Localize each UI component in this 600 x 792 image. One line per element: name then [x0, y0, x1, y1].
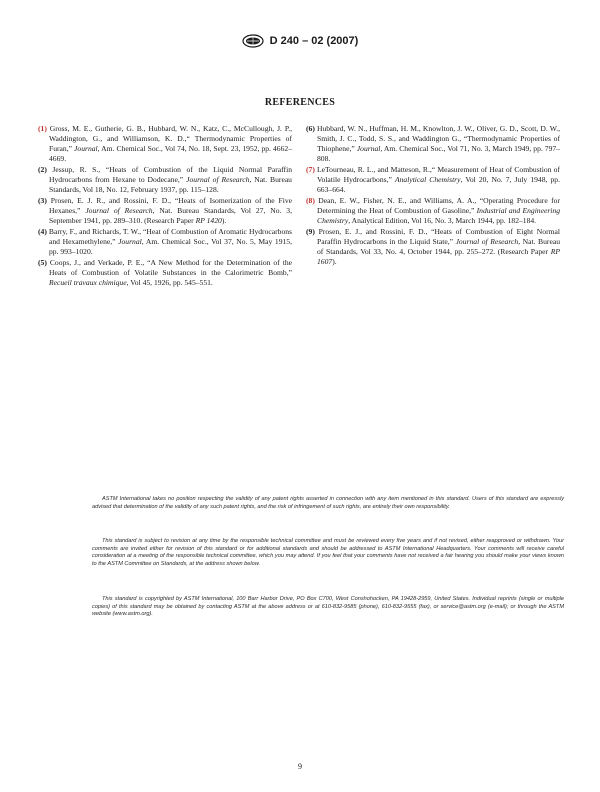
reference-text: Prosen, E. J. R., and Rossini, F. D., “Heats of Isomerization of the Five Hexanes,”	[46, 195, 292, 215]
reference-number-link[interactable]: (8)	[306, 195, 315, 205]
reference-number-link[interactable]: (4)	[38, 226, 47, 236]
references-left-column	[38, 124, 292, 288]
reference-text: Journal	[74, 144, 98, 154]
reference-text: Journal of Research	[186, 175, 250, 185]
page-header	[0, 34, 600, 48]
reference-item	[38, 124, 292, 164]
reference-text: , Vol 20, No. 7, July 1948, pp. 663–664.	[317, 175, 560, 195]
patent-notice	[92, 496, 564, 511]
revision-notice	[92, 538, 564, 568]
reference-item	[306, 227, 560, 267]
reference-item	[306, 196, 560, 226]
reference-number-link[interactable]: (3)	[38, 195, 47, 205]
reference-item	[306, 165, 560, 195]
standard-designation: D 240 – 02 (2007)	[269, 35, 359, 47]
reference-text: ).	[332, 257, 337, 266]
reference-text: Recueil travaux chimique	[49, 277, 127, 287]
reference-number-link[interactable]: (6)	[306, 124, 315, 133]
reference-item	[38, 165, 292, 195]
reference-text: Jessup, R. S., “Heats of Combustion of the Liquid Normal Paraffin Hydrocarbons from Hexane to Dodecane,”	[46, 164, 292, 185]
references-right-column	[306, 124, 560, 268]
reference-text: LeTourneau, R. L., and Matteson, R.,“ Measurement of Heat of Combustion of Volatile Hydrocarbons,”	[314, 164, 560, 185]
patent-notice-text: ASTM International takes no position respecting the validity of any patent rights asserted in connection with any item mentioned in this standard. Users of this standard are expressly advised that determination of the validity of any such patent rights, and the risk of infringement of such rights, are entirely their own responsibility.	[92, 496, 564, 510]
reference-text: , Nat. Bureau Standards, Vol 27, No. 3, September 1941, pp. 289–310. (Research Paper	[49, 205, 292, 226]
reference-item	[38, 258, 292, 288]
reference-text: Coops, J., and Verkade, P. E., “A New Method for the Determination of the Heats of Combustion of Volatile Substances in the Calorimetric Bomb,”	[46, 257, 292, 277]
reference-text: Journal	[118, 236, 142, 246]
reference-text: , Am. Chemical Soc., Vol 37, No. 5, May 1915, pp. 993–1020.	[49, 236, 292, 256]
revision-notice-text: This standard is subject to revision at any time by the responsible technical committee and must be reviewed every five years and if not revised, either reapproved or withdrawn. Your comments are invited either for revision of this standard or for additional standards and should be addressed to ASTM International Headquarters. Your comments will receive careful consideration at a meeting of the responsible technical committee, which you may attend. If you feel that your comments have not received a fair hearing you should make your views known to the ASTM Committee on Standards, at the address shown below.	[92, 538, 564, 567]
reference-text: Journal of Research	[85, 205, 153, 215]
reference-text: Gross, M. E., Gutherie, G. B., Hubbard, W. N., Katz, C., McCullough, J. P., Waddington, G., and Williamson, K. D.,“ Thermodynamic Properties of Furan,”	[46, 124, 292, 154]
astm-logo-icon	[242, 34, 264, 48]
copyright-notice	[92, 596, 564, 619]
reference-number-link[interactable]: (9)	[306, 226, 315, 236]
reference-text: , Vol 45, 1926, pp. 545–551.	[126, 277, 213, 287]
reference-text: ).	[221, 216, 227, 226]
reference-text: Hubbard, W. N., Huffman, H. M., Knowlton, J. W., Oliver, G. D., Scott, D. W., Smith, J. C., Todd, S. S., and Waddington G., “Thermodynamic Properties of Thiophene,”	[314, 124, 560, 154]
reference-text: , Nat. Bureau Standards, Vol 18, No. 12, February 1937, pp. 115–128.	[49, 175, 292, 195]
reference-text: Dean, E. W., Fisher, N. E., and Williams, A. A., “Operating Procedure for Determining the Heat of Combustion of Gasoline,”	[314, 195, 560, 215]
reference-text: , Am. Chemical Soc., Vol 71, No. 3, March 1949, pp. 797–808.	[317, 144, 560, 164]
reference-text: Analytical Chemistry	[394, 175, 461, 185]
reference-text: Industrial and Engineering Chemistry	[317, 205, 561, 226]
reference-text: Journal of Research	[455, 236, 519, 246]
copyright-notice-text: This standard is copyrighted by ASTM International, 100 Barr Harbor Drive, PO Box C700, West Conshohocken, PA 19428-2959, United States. Individual reprints (single or multiple copies) of this standard may be obtained by contacting ASTM at the above address or at 610-832-9585 (phone), 610-832-9555 (fax), or service@astm.org (e-mail); or through the ASTM website (www.astm.org).	[92, 596, 564, 618]
reference-text: RP 1420	[195, 216, 222, 226]
reference-text: , Am. Chemical Soc., Vol 74, No. 18, Sept. 23, 1952, pp. 4662–4669.	[49, 144, 292, 164]
reference-item	[306, 124, 560, 164]
reference-number-link[interactable]: (5)	[38, 257, 47, 267]
reference-text: RP 1607	[317, 246, 560, 266]
reference-item	[38, 227, 292, 257]
reference-text: , Analytical Edition, Vol 16, No. 3, March 1944, pp. 182–184.	[348, 216, 537, 226]
reference-text: Barry, F., and Richards, T. W., “Heat of Combustion of Aromatic Hydrocarbons and Hexamethylene,”	[46, 226, 292, 246]
references-heading: REFERENCES	[264, 97, 336, 108]
reference-text: Journal	[356, 144, 381, 154]
reference-number-link[interactable]: (1)	[38, 124, 47, 133]
reference-number-link[interactable]: (7)	[306, 164, 315, 174]
reference-text: Prosen, E. J., and Rossini, F. D., “Heats of Combustion of Eight Normal Paraffin Hydrocarbons in the Liquid State,”	[314, 226, 560, 246]
reference-text: , Nat. Bureau of Standards, Vol 33, No. 4, October 1944, pp. 255–272. (Research Paper	[317, 236, 560, 256]
page-number: 9	[298, 762, 302, 771]
reference-item	[38, 196, 292, 226]
reference-number-link[interactable]: (2)	[38, 164, 47, 174]
